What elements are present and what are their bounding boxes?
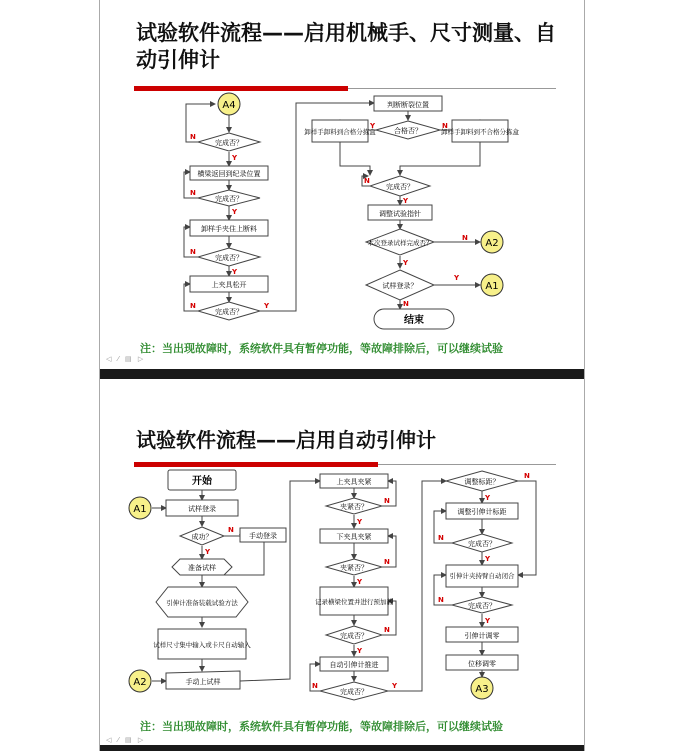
flag-yes: Y [232,154,238,162]
flag-no: N [228,526,234,534]
flag-no: N [312,682,318,690]
box-displacement-zero-label: 位移调零 [468,660,496,668]
flag-yes: Y [264,302,270,310]
slide-1 [100,0,584,377]
connector-a4-label: A4 [222,100,236,111]
flag-no: N [384,626,390,634]
slide-nav-icons[interactable]: ◁ ⁄ ▤ ▷ [106,736,146,744]
flag-no: N [438,596,444,604]
box-judge-break-label: 判断断裂位置 [387,101,429,109]
box-return-record-label: 横梁返回到纪录位置 [197,170,261,178]
flag-yes: Y [392,682,398,690]
decision-batch-done-label: 本次登录试样完成否？ [367,239,433,247]
decision-gauge-adjust-label: 调整标距？ [464,478,500,486]
box-adjust-pointer-label: 调整试验指针 [379,210,421,218]
flag-yes: Y [485,555,491,563]
decision-done-label: 完成否？ [468,602,496,610]
box-extensometer-close-label: 引伸计夹持臂自动闭合 [449,572,515,580]
connector-a2-label: A2 [133,677,147,688]
flag-no: N [442,122,448,130]
box-unload-pass-label: 卸样手卸料到合格分拣盒 [304,128,376,136]
decision-sample-login-label: 试样登录？ [382,282,418,290]
box-clamp-break-label: 卸样手夹住上断料 [201,225,257,233]
flag-no: N [190,248,196,256]
decision-done-label: 完成否？ [340,632,368,640]
connector-a2-label: A2 [485,238,499,249]
slide-title: 试验软件流程——启用机械手、尺寸测量、自动引伸计 [136,21,556,73]
decision-done-label: 完成否？ [468,540,496,548]
box-extensometer-push-label: 自动引伸计推进 [329,661,379,669]
flag-yes: Y [357,578,363,586]
decision-done-label: 完成否？ [215,254,243,262]
flag-no: N [364,177,370,185]
flag-no: N [403,300,409,308]
terminal-start-label: 开始 [192,476,212,487]
decision-clamped-label: 夹紧否？ [340,564,368,572]
slide-title: 试验软件流程——启用自动引伸计 [136,428,436,452]
box-extensometer-prep-label: 引伸计准备装载试验方法 [166,599,238,607]
flag-yes: Y [485,494,491,502]
box-size-input-label: 试样尺寸集中输入或卡尺自动输入 [153,641,251,649]
decision-done-label: 完成否？ [215,195,243,203]
decision-clamped-label: 夹紧否？ [340,503,368,511]
flag-no: N [438,534,444,542]
decision-pass-label: 合格否？ [394,127,422,135]
box-manual-login-label: 手动登录 [249,532,277,540]
box-extensometer-zero-label: 引伸计调零 [464,632,500,640]
flag-yes: Y [357,518,363,526]
flowchart-1 [100,0,584,377]
flag-no: N [190,189,196,197]
connector-a3-label: A3 [475,684,489,695]
decision-done-label: 完成否？ [215,308,243,316]
box-lower-clamp-label: 下夹具夹紧 [336,533,372,541]
flag-yes: Y [454,274,460,282]
slide-2 [100,379,584,751]
flowchart-2 [100,379,584,751]
decision-done-label: 完成否？ [386,183,414,191]
decision-done-label: 完成否？ [215,139,243,147]
flag-no: N [384,558,390,566]
slide-1-bottom-band [100,369,584,377]
flag-yes: Y [232,208,238,216]
connector-a1-label: A1 [485,281,499,292]
terminal-end-label: 结束 [404,315,424,326]
box-sample-login-label: 试样登录 [188,505,216,513]
decision-success-label: 成功？ [191,533,213,541]
page-edge-right [584,0,585,751]
flag-yes: Y [205,548,211,556]
box-record-beam-label: 记录横梁位置并进行预加载 [315,598,393,606]
box-prep-sample-label: 准备试样 [188,564,216,572]
box-upper-release-label: 上夹具松开 [211,281,247,289]
box-manual-load-label: 手动上试样 [185,678,221,686]
flag-yes: Y [357,647,363,655]
flag-no: N [190,133,196,141]
footnote: 注：当出现故障时，系统软件具有暂停功能，等故障排除后，可以继续试验 [140,720,503,733]
slide-nav-icons[interactable]: ◁ ⁄ ▤ ▷ [106,355,146,363]
flag-yes: Y [403,259,409,267]
connector-a1-label: A1 [133,504,147,515]
box-adjust-gauge-label: 调整引伸计标距 [457,508,507,516]
flag-no: N [462,234,468,242]
flag-yes: Y [232,268,238,276]
flag-no: N [384,497,390,505]
flag-yes: Y [370,122,376,130]
box-upper-clamp-label: 上夹具夹紧 [336,478,372,486]
flag-yes: Y [403,197,409,205]
decision-done-label: 完成否？ [340,688,368,696]
flag-no: N [524,472,530,480]
flag-yes: Y [485,617,491,625]
footnote: 注：当出现故障时，系统软件具有暂停功能，等故障排除后，可以继续试验 [140,342,503,355]
slide-2-bottom-band [100,745,584,751]
flag-no: N [190,302,196,310]
box-unload-fail-label: 卸样手卸料到不合格分拣盒 [441,128,519,136]
